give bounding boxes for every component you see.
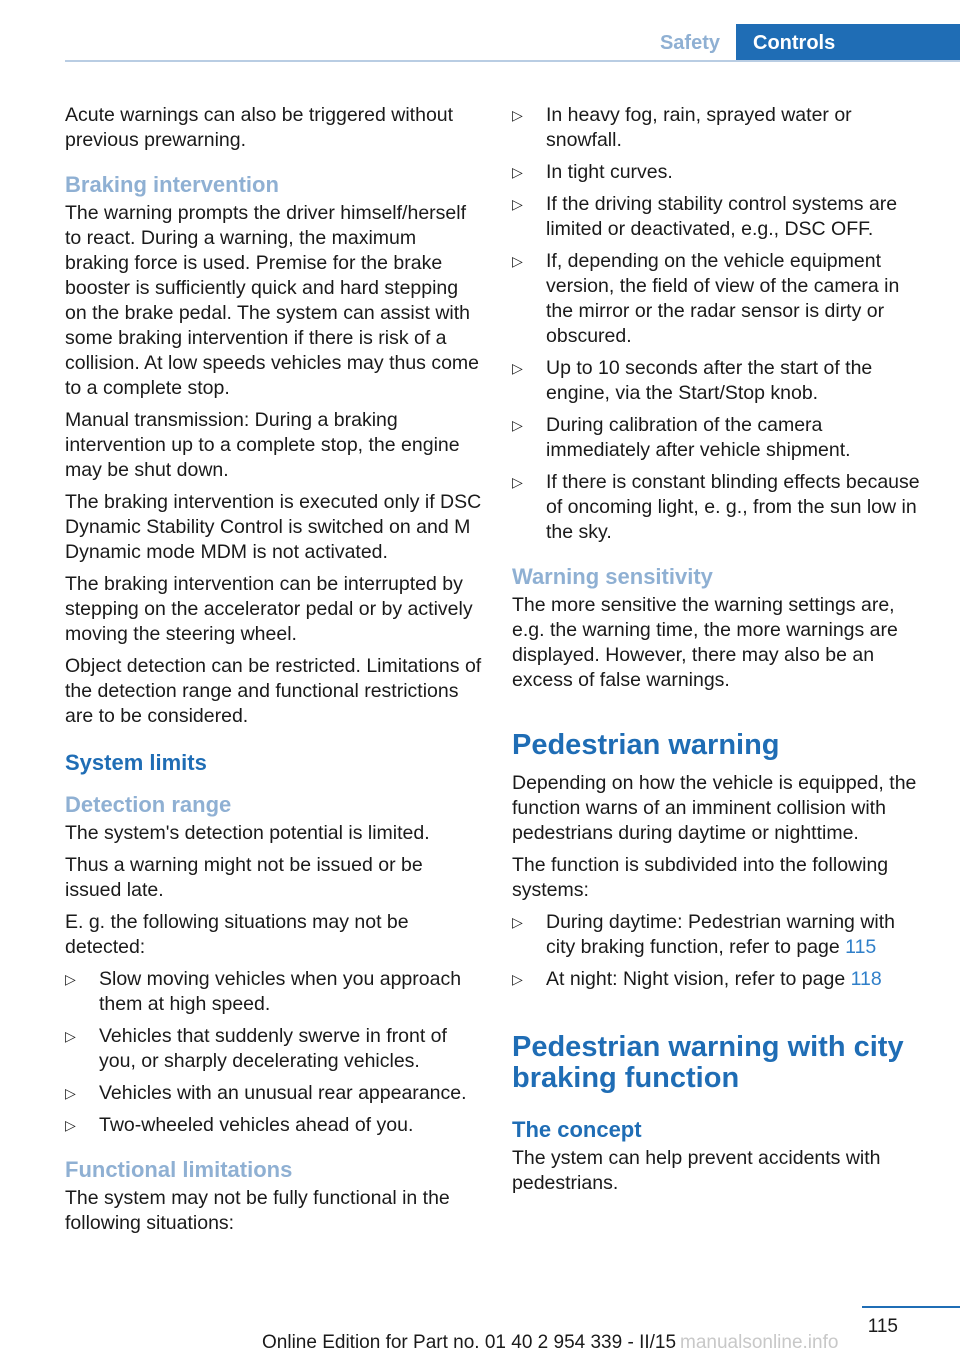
bullet-triangle-icon: ▷ [65, 1028, 76, 1044]
edition-note: Online Edition for Part no. 01 40 2 954 339 - II/15 [262, 1332, 677, 1353]
bullet-triangle-icon: ▷ [512, 417, 523, 433]
list-item: ▷ Two-wheeled vehicles ahead of you. [65, 1114, 414, 1136]
bullet-triangle-icon: ▷ [512, 914, 523, 930]
bullet-triangle-icon: ▷ [512, 360, 523, 376]
bullet-triangle-icon: ▷ [512, 253, 523, 269]
pedestrian-paragraph-1: Depending on how the vehicle is equipped, the function warns of an imminent collision with pedestrians during daytime or nighttime. [512, 772, 917, 844]
braking-paragraph-1: The warning prompts the driver himself/herself to react. During a warning, the maximum braking force is used. Premise for the brake booster is sufficiently quick and hard stepping on the brake pedal. The system can assist with some braking intervention if there is risk of a collision. At low speeds vehicles may thus come to a complete stop. [65, 202, 480, 399]
header-controls-tab: Controls [736, 24, 960, 62]
list-item: ▷ Vehicles that suddenly swerve in front of you, or sharply decelerating vehicles. [65, 1025, 447, 1072]
pedestrian-paragraph-2: The function is subdivided into the following systems: [512, 854, 889, 901]
list-item: ▷ In heavy fog, rain, sprayed water or snowfall. [512, 104, 852, 151]
list-item: ▷ Slow moving vehicles when you approach them at high speed. [65, 968, 462, 1015]
pedestrian-systems-list [512, 910, 928, 992]
concept-paragraph-1: The ystem can help prevent accidents with pedestrians. [512, 1147, 881, 1194]
header-divider [65, 60, 960, 62]
watermark: manualsonline.info [680, 1332, 839, 1353]
warning-sensitivity-heading: Warning sensitivity [512, 564, 713, 589]
pedestrian-warning-heading: Pedestrian warning [512, 729, 780, 761]
detection-paragraph-1: The system's detection potential is limited. [65, 822, 430, 844]
functional-limitations-heading: Functional limitations [65, 1157, 293, 1182]
bullet-triangle-icon: ▷ [512, 164, 523, 180]
city-braking-heading: Pedestrian warning with city braking function [512, 1031, 904, 1094]
header-safety-tab: Safety [659, 32, 720, 54]
bullet-triangle-icon: ▷ [65, 1085, 76, 1101]
braking-paragraph-3: The braking intervention is executed only if DSC Dynamic Stability Control is switched on and M Dynamic mode MDM is not activated. [65, 491, 482, 563]
detection-paragraph-2: Thus a warning might not be issued or be issued late. [65, 854, 423, 901]
footer-divider [862, 1306, 960, 1308]
bullet-triangle-icon: ▷ [512, 474, 523, 490]
intro-paragraph: Acute warnings can also be triggered without previous prewarning. [65, 104, 454, 151]
list-item: ▷ If the driving stability control systems are limited or deactivated, e.g., DSC OFF. [512, 193, 898, 240]
system-limits-heading: System limits [65, 750, 207, 775]
list-item: ▷ Vehicles with an unusual rear appearance. [65, 1082, 467, 1104]
list-item: ▷ At night: Night vision, refer to page 118 [512, 968, 882, 990]
page-reference-link[interactable]: 118 [850, 968, 882, 990]
functional-paragraph-1: The system may not be fully functional in the following situations: [65, 1187, 450, 1234]
sensitivity-paragraph-1: The more sensitive the warning settings are, e.g. the warning time, the more warnings are displayed. However, there may also be an excess of false warnings. [512, 594, 898, 691]
list-item: ▷ Up to 10 seconds after the start of the engine, via the Start/Stop knob. [512, 357, 873, 404]
bullet-triangle-icon: ▷ [65, 971, 76, 987]
left-column [65, 103, 483, 1243]
list-item: ▷ During daytime: Pedestrian warning with city braking function, refer to page 115 [512, 911, 896, 958]
braking-paragraph-5: Object detection can be restricted. Limitations of the detection range and functional restrictions are to be considered. [65, 655, 482, 727]
list-item: ▷ In tight curves. [512, 161, 673, 183]
concept-heading: The concept [512, 1117, 642, 1142]
list-item: ▷ During calibration of the camera immediately after vehicle shipment. [512, 414, 851, 461]
bullet-triangle-icon: ▷ [512, 107, 523, 123]
page-number: 115 [867, 1316, 898, 1337]
braking-paragraph-2: Manual transmission: During a braking intervention up to a complete stop, the engine may be shut down. [65, 409, 460, 481]
bullet-triangle-icon: ▷ [65, 1117, 76, 1133]
braking-paragraph-4: The braking intervention can be interrupted by stepping on the accelerator pedal or by actively moving the steering wheel. [65, 573, 473, 645]
limitations-list [512, 103, 928, 545]
right-column [512, 103, 928, 1203]
list-item: ▷ If there is constant blinding effects because of oncoming light, e. g., from the sun low in the sky. [512, 471, 920, 543]
bullet-triangle-icon: ▷ [512, 971, 523, 987]
list-item: ▷ If, depending on the vehicle equipment version, the field of view of the camera in the mirror or the radar sensor is dirty or obscured. [512, 250, 900, 347]
bullet-triangle-icon: ▷ [512, 196, 523, 212]
page-reference-link[interactable]: 115 [845, 936, 877, 958]
detection-paragraph-3: E. g. the following situations may not be detected: [65, 911, 409, 958]
braking-intervention-heading: Braking intervention [65, 172, 279, 197]
detection-range-heading: Detection range [65, 792, 232, 817]
detection-list [65, 967, 483, 1138]
